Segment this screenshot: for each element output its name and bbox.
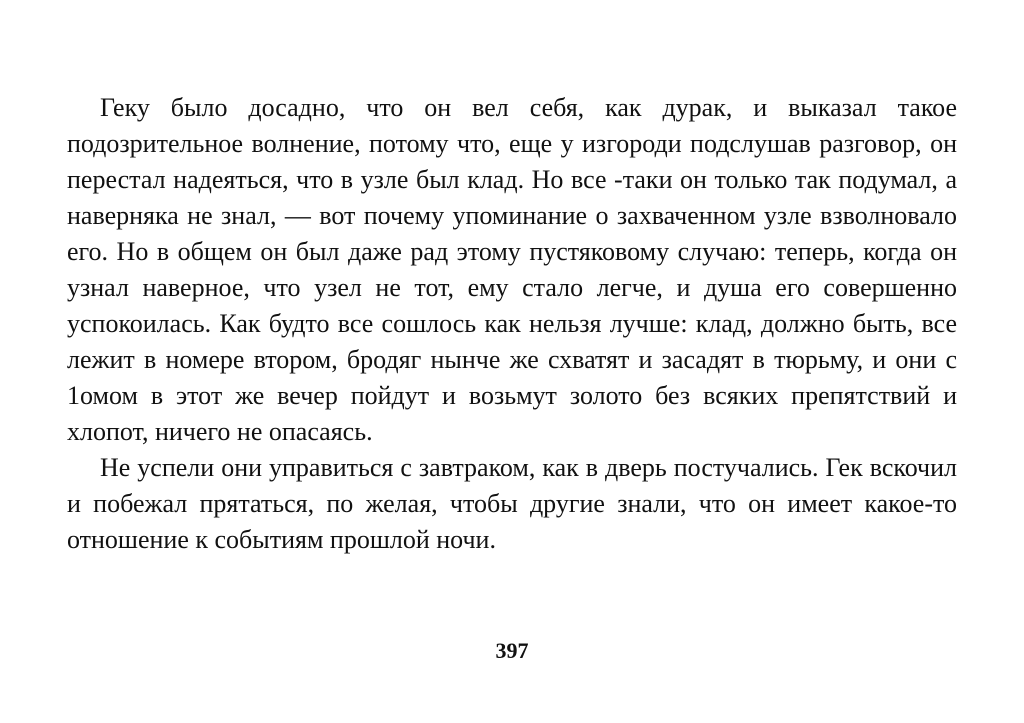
paragraph-2: Не успели они управиться с завтраком, как в дверь постучались. Гек вскочил и побежал прятаться, по желая, чтобы другие знали, что он имеет какое-то отношение к событиям прошлой ночи.: [67, 453, 957, 554]
page-number: 397: [495, 638, 529, 663]
body-text: [67, 90, 957, 558]
paragraph-1: Геку было досадно, что он вел себя, как дурак, и выказал такое подозрительное волнение, потому что, еще у изгороди подслушав разговор, он перестал надеяться, что в узле был клад. Но все -таки он только так подумал, а наверняка не знал, — вот почему упоминание о захваченном узле взволновало его. Но в общем он был даже рад этому пустяковому случаю: теперь, когда он узнал наверное, что узел не тот, ему стало легче, и душа его совершенно успокоилась. Как будто все сошлось как нельзя лучше: клад, должно быть, все лежит в номере втором, бродяг нынче же схватят и засадят в тюрьму, и они с 1омом в этот же вечер пойдут и возьмут золото без всяких препятствий и хлопот, ничего не опасаясь.: [67, 93, 957, 446]
